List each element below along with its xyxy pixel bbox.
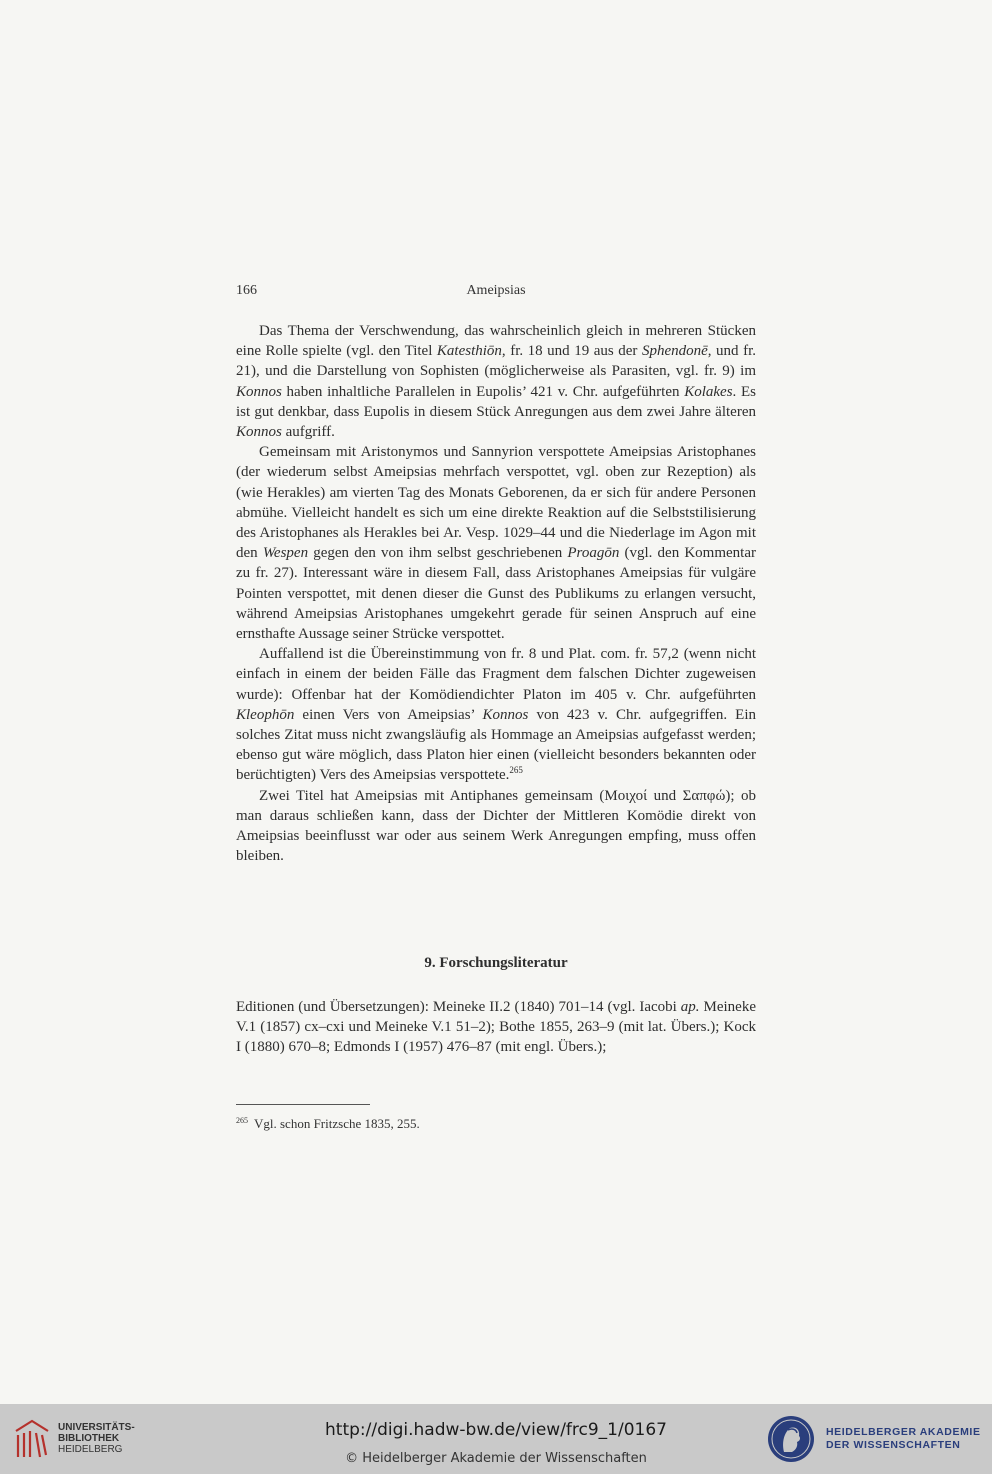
text-run: haben inhaltliche Parallelen in Eupolis’ 421 v. Chr. aufgeführten bbox=[281, 383, 685, 400]
permalink-url[interactable]: http://digi.hadw-bw.de/view/frc9_1/0167 bbox=[325, 1420, 667, 1440]
italic-span: Konnos bbox=[236, 424, 282, 441]
page-header bbox=[236, 283, 756, 305]
academy-name bbox=[826, 1426, 981, 1452]
body-text bbox=[236, 321, 756, 866]
running-title: Ameipsias bbox=[466, 283, 526, 298]
footnote-text: Vgl. schon Fritzsche 1835, 255. bbox=[254, 1116, 420, 1131]
page-number: 166 bbox=[236, 283, 257, 298]
text-run: aufgriff. bbox=[281, 424, 335, 441]
copyright-notice: © Heidelberger Akademie der Wissenschaften bbox=[345, 1451, 647, 1466]
footer-bar bbox=[0, 1404, 992, 1474]
text-run: Das Thema der Verschwendung, das wahrscheinlich gleich in mehreren Stücken eine Rolle spielte (vgl. den Titel bbox=[236, 323, 756, 360]
text-run: (vgl. den Kommentar zu fr. 27). Interessant wäre in diesem Fall, dass Aristophanes Ameipsias für vulgäre Pointen verspottet, mit denen dieser die Gunst des Publikums zu erlangen versucht, während Ameipsias Aristophanes umgekehrt gerade für seinen Anspruch auf eine ernsthafte Aussage seiner Strücke verspottet. bbox=[236, 545, 756, 643]
section-heading: 9. Forschungsliteratur bbox=[424, 955, 568, 971]
footnote-reference[interactable]: 265 bbox=[509, 765, 523, 776]
text-run: einen Vers von Ameipsias’ bbox=[294, 706, 483, 723]
italic-span: Proagōn bbox=[567, 545, 620, 562]
italic-span: ap. bbox=[680, 999, 700, 1015]
text-run: Zwei Titel hat Ameipsias mit Antiphanes gemeinsam (Μοιχοί und Σαπφώ); ob man daraus schließen kann, dass der Dichter der Mittleren Komödie direkt von Ameipsias beeinflusst war oder aus seinem Werk Anregungen empfing, muss offen bleiben. bbox=[236, 787, 756, 865]
footnote-number: 265 bbox=[236, 1116, 248, 1125]
paragraph-4 bbox=[236, 786, 756, 867]
text-run: , fr. 18 und 19 aus der bbox=[501, 343, 642, 360]
paragraph-2 bbox=[236, 442, 756, 644]
text-run: . Es ist gut denkbar, dass Eupolis in diesem Stück Anregungen aus dem zwei Jahre älteren bbox=[236, 383, 757, 420]
text-run: von 423 v. Chr. aufgegriffen. Ein solches Zitat muss nicht zwangsläufig als Hommage an Ameipsias aufgefasst werden; ebenso gut wäre möglich, dass Platon hier einen (vielleicht besonders bekannten oder berüchtigten) Vers des Ameipsias verspottete. bbox=[236, 706, 756, 784]
library-line-1: UNIVERSITÄTS- bbox=[58, 1422, 135, 1433]
academy-line-2: DER WISSENSCHAFTEN bbox=[826, 1439, 961, 1451]
footnote bbox=[236, 1116, 756, 1132]
academy-seal-icon bbox=[766, 1414, 816, 1464]
text-run: , und fr. 21), und die Darstellung von Sophisten (möglicherweise als Parasiten, vgl. fr. 9) im bbox=[236, 343, 756, 380]
library-line-2: BIBLIOTHEK bbox=[58, 1433, 120, 1444]
editions-paragraph bbox=[236, 997, 756, 1058]
academy-line-1: HEIDELBERGER AKADEMIE bbox=[826, 1426, 981, 1438]
text-run: Editionen (und Übersetzungen): Meineke II.2 (1840) 701–14 (vgl. Iacobi bbox=[236, 999, 681, 1015]
paragraph-3 bbox=[236, 644, 756, 785]
italic-span: Sphendonē bbox=[641, 343, 708, 360]
paragraph-1 bbox=[236, 321, 756, 442]
italic-span: Kolakes bbox=[684, 383, 733, 400]
italic-span: Konnos bbox=[236, 383, 282, 400]
footnote-divider bbox=[236, 1104, 370, 1105]
italic-span: Wespen bbox=[262, 545, 309, 562]
italic-span: Kleophōn bbox=[236, 706, 295, 723]
italic-span: Konnos bbox=[482, 706, 529, 723]
text-run: Meineke V.1 (1857) cx–cxi und Meineke V.1 51–2); Bothe 1855, 263–9 (mit lat. Übers.); Kock I (1880) 670–8; Edmonds I (1957) 476–87 (mit engl. Übers.); bbox=[236, 999, 756, 1056]
text-run: Auffallend ist die Übereinstimmung von fr. 8 und Plat. com. fr. 57,2 (wenn nicht einfach in einem der beiden Fälle das Fragment dem falschen Dichter zugeweisen wurde): Offenbar hat der Komödiendichter Platon im 405 v. Chr. aufgeführten bbox=[236, 646, 756, 703]
italic-span: Katesthiōn bbox=[436, 343, 502, 360]
text-run: Gemeinsam mit Aristonymos und Sannyrion verspottete Ameipsias Aristophanes (der wiederum selbst Ameipsias mehrfach verspottet, vgl. oben zur Rezeption) als (wie Herakles) am vierten Tag des Monats Geborenen, da er sich für andere Personen abmühe. Vielleicht handelt es sich um eine direkte Reaktion auf die Selbststilisierung des Aristophanes als Herakles bei Ar. Vesp. 1029–44 und die Niederlage im Agon mit den bbox=[236, 444, 756, 562]
text-run: gegen den von ihm selbst geschriebenen bbox=[308, 545, 568, 562]
library-line-3: HEIDELBERG bbox=[58, 1444, 123, 1455]
